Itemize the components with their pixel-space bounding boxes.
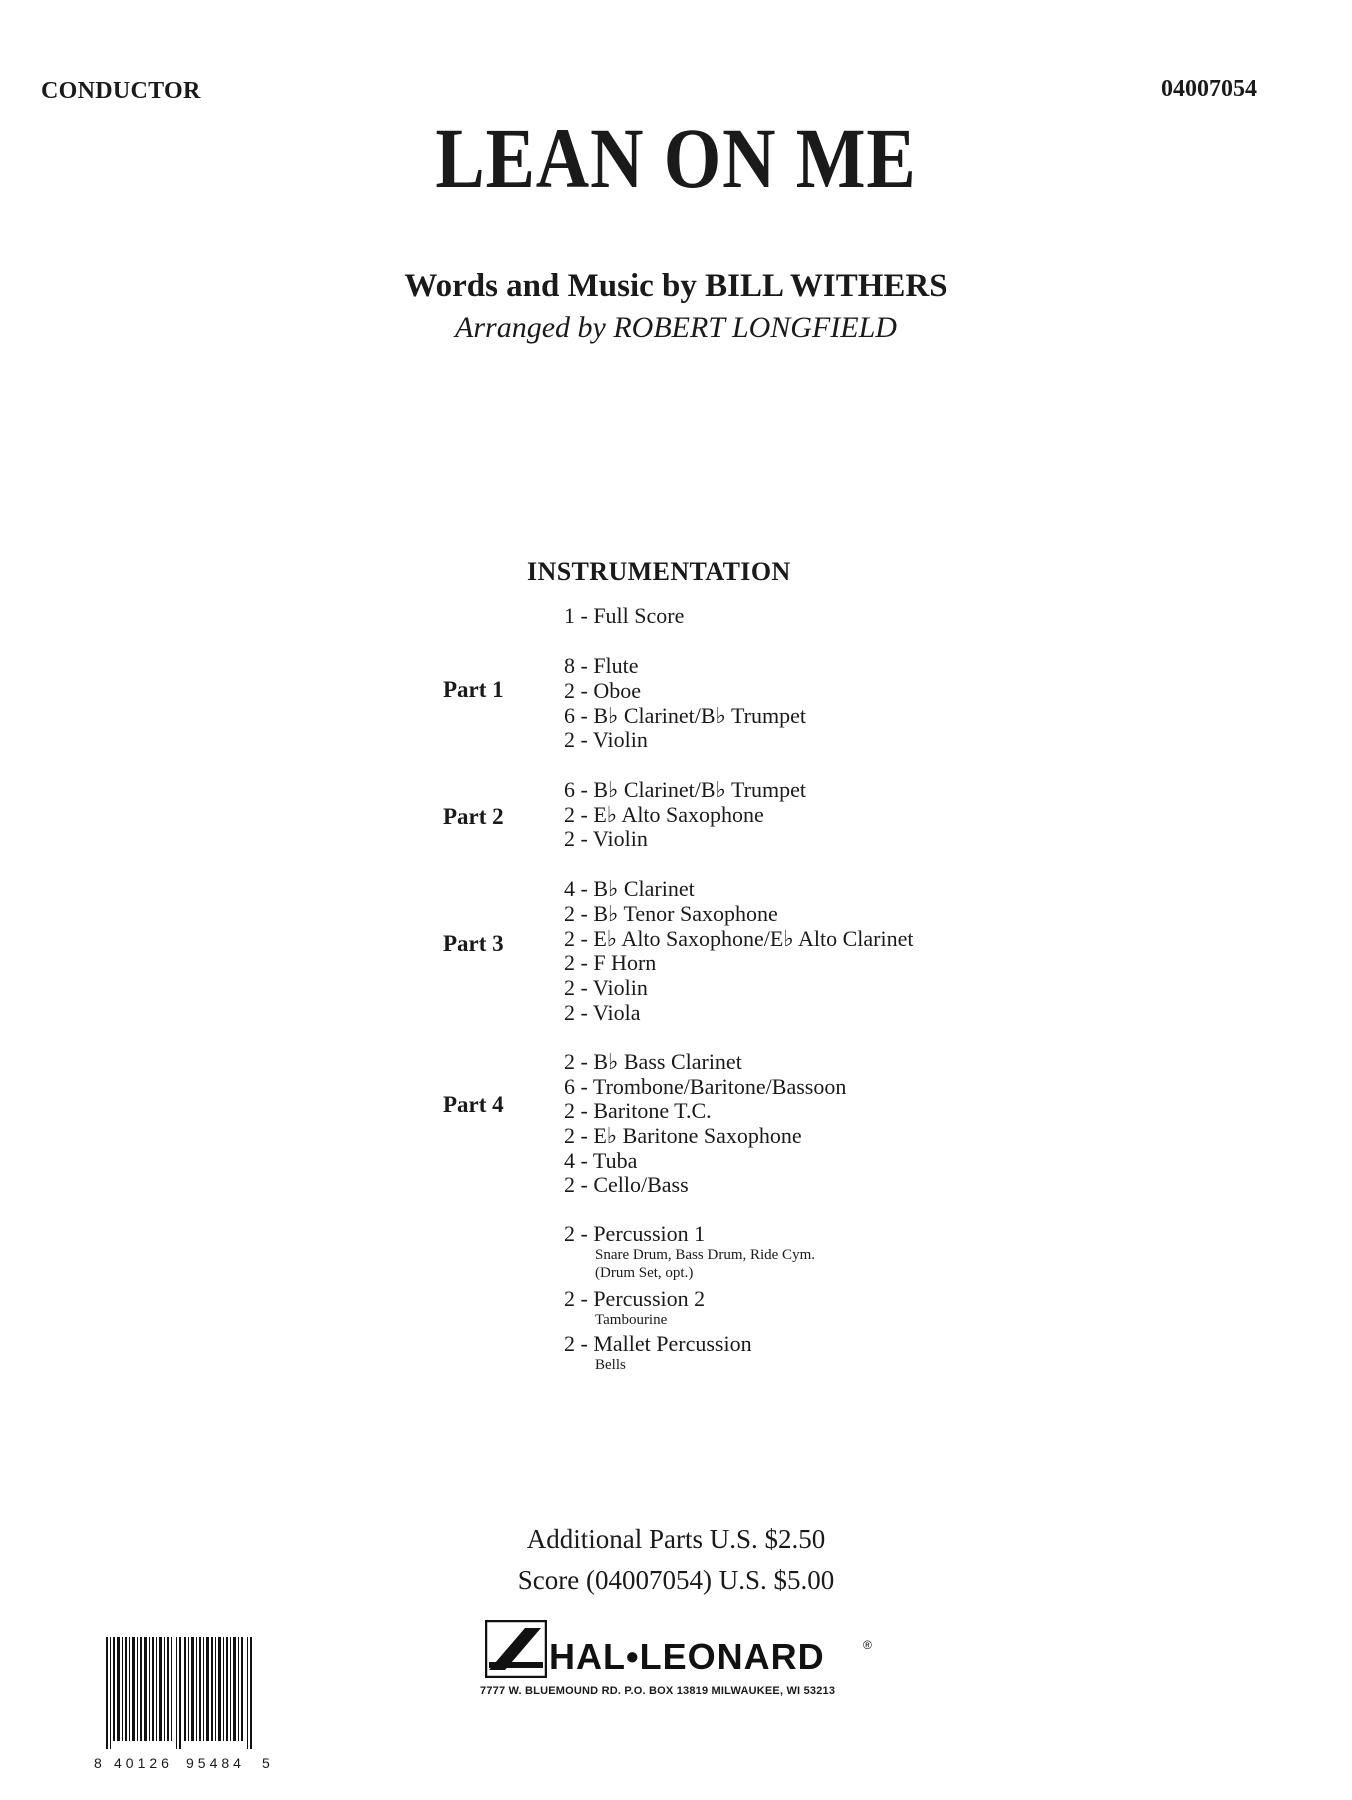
- instrument-item: 2 - Violin: [564, 727, 648, 752]
- publisher-address: 7777 W. BLUEMOUND RD. P.O. BOX 13819 MILWAUKEE, WI 53213: [480, 1685, 836, 1697]
- score-price: Score (04007054) U.S. $5.00: [517, 1565, 835, 1595]
- edition-label: CONDUCTOR: [41, 78, 201, 104]
- percussion-item: 2 - Percussion 2: [564, 1286, 706, 1311]
- additional-parts-price: Additional Parts U.S. $2.50: [526, 1524, 826, 1554]
- instrument-item: 4 - B♭ Clarinet: [564, 876, 695, 901]
- instrument-item: 2 - Viola: [564, 1000, 641, 1025]
- arranger-credit: Arranged by ROBERT LONGFIELD: [455, 311, 897, 344]
- part-3-label: Part 3: [443, 931, 504, 956]
- percussion-detail: Snare Drum, Bass Drum, Ride Cym.: [595, 1247, 815, 1263]
- instrument-item: 2 - E♭ Alto Saxophone/E♭ Alto Clarinet: [564, 926, 914, 951]
- instrument-item: 8 - Flute: [564, 653, 639, 678]
- instrument-item: 2 - E♭ Alto Saxophone: [564, 802, 764, 827]
- instrument-item: 2 - B♭ Bass Clarinet: [564, 1049, 742, 1074]
- instrument-item: 2 - Oboe: [564, 678, 641, 703]
- instrument-item: 6 - B♭ Clarinet/B♭ Trumpet: [564, 777, 806, 802]
- instrument-item: 2 - B♭ Tenor Saxophone: [564, 901, 778, 926]
- instrument-item: 2 - F Horn: [564, 950, 657, 975]
- instrument-item: 2 - Cello/Bass: [564, 1172, 689, 1197]
- percussion-detail: (Drum Set, opt.): [595, 1265, 694, 1281]
- percussion-item: 2 - Mallet Percussion: [564, 1331, 752, 1356]
- barcode-digits-group-1: 40126: [114, 1755, 173, 1771]
- composer-credit: Words and Music by BILL WITHERS: [404, 268, 948, 304]
- publisher-logo-text: HAL•LEONARD: [549, 1636, 825, 1677]
- registered-mark: ®: [863, 1638, 872, 1652]
- instrumentation-heading: INSTRUMENTATION: [527, 557, 791, 586]
- instrument-item: 2 - Violin: [564, 826, 648, 851]
- instrument-item: 2 - E♭ Baritone Saxophone: [564, 1123, 802, 1148]
- song-title: LEAN ON ME: [435, 110, 917, 206]
- instrument-item: 4 - Tuba: [564, 1148, 638, 1173]
- barcode-digit-left: 8: [94, 1755, 102, 1771]
- catalog-number: 04007054: [1161, 76, 1257, 102]
- part-1-label: Part 1: [443, 677, 504, 702]
- percussion-item: 2 - Percussion 1: [564, 1221, 706, 1246]
- part-2-label: Part 2: [443, 804, 504, 829]
- instrument-item: 6 - B♭ Clarinet/B♭ Trumpet: [564, 703, 806, 728]
- part-4-label: Part 4: [443, 1092, 504, 1117]
- instrument-item: 2 - Violin: [564, 975, 648, 1000]
- percussion-detail: Tambourine: [595, 1312, 668, 1328]
- barcode-digits-group-2: 95484: [186, 1755, 245, 1771]
- barcode-digit-right: 5: [262, 1755, 270, 1771]
- instrument-item: 2 - Baritone T.C.: [564, 1098, 712, 1123]
- piano-key-logo-icon: [485, 1620, 547, 1678]
- full-score-item: 1 - Full Score: [564, 603, 685, 628]
- instrument-item: 6 - Trombone/Baritone/Bassoon: [564, 1074, 847, 1099]
- barcode: [106, 1637, 254, 1749]
- percussion-detail: Bells: [595, 1357, 626, 1373]
